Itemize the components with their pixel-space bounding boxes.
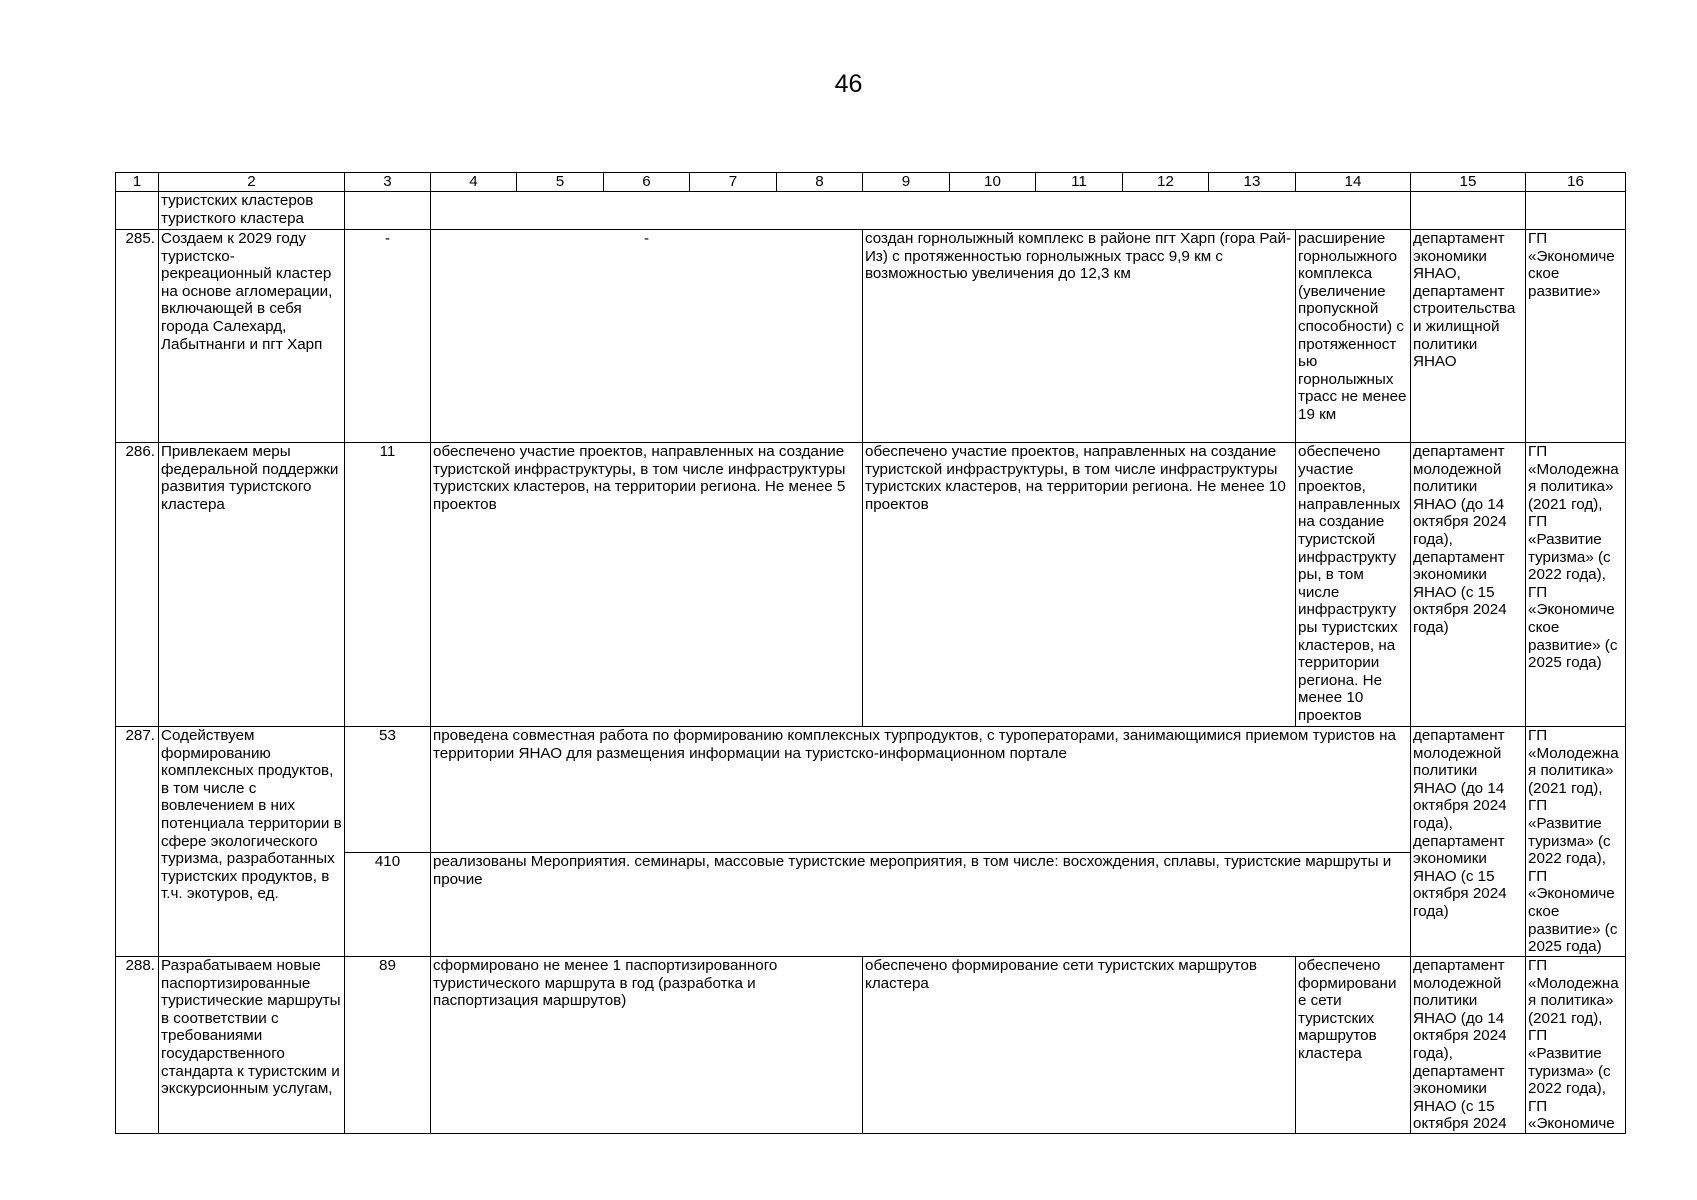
header-cell: 6 [604,173,690,192]
table-row-continuation [116,192,1626,230]
cell-col3: 410 [345,853,431,957]
cell-program: ГП «Экономиче ское развитие» [1526,230,1626,443]
cell-col14: обеспечено формировани е сети туристских маршрутов кластера [1296,957,1411,1134]
header-cell: 2 [159,173,345,192]
cell-col14: обеспечено участие проектов, направленных на создание туристской инфраструкту ры, в том числе инфраструкту ры туристских кластеров, на территории региона. Не менее 10 проектов [1296,443,1411,727]
cell-cols-9-13: создан горнолыжный комплекс в районе пгт Харп (гора Рай-Из) с протяженностью горнолыжных трасс 9,9 км с возможностью увеличения до 12,3 км [863,230,1296,443]
cell-program: ГП «Молодежна я политика» (2021 год), ГП «Развитие туризма» (с 2022 года), ГП «Экономиче ское развитие» (с 2025 года) [1526,443,1626,727]
cell-num: 286. [116,443,159,727]
cell-program: ГП «Молодежна я политика» (2021 год), ГП «Развитие туризма» (с 2022 года), ГП «Экономиче [1526,957,1626,1134]
cell-program: ГП «Молодежна я политика» (2021 год), ГП «Развитие туризма» (с 2022 года), ГП «Экономиче ское развитие» (с 2025 года) [1526,727,1626,957]
table-row-286 [116,443,1626,727]
header-cell: 13 [1209,173,1296,192]
cell-col3: 53 [345,727,431,853]
cell-results [431,192,1411,230]
header-cell: 8 [777,173,863,192]
header-cell: 9 [863,173,950,192]
header-row [116,173,1626,192]
cell-cols-4-8: обеспечено участие проектов, направленных на создание туристской инфраструктуры, в том числе инфраструктуры туристских кластеров, на территории региона. Не менее 5 проектов [431,443,863,727]
header-cell: 11 [1036,173,1123,192]
header-cell: 5 [517,173,604,192]
cell-col3: 11 [345,443,431,727]
cell-responsible: департамент экономики ЯНАО, департамент строительства и жилищной политики ЯНАО [1411,230,1526,443]
cell-col3: 89 [345,957,431,1134]
cell-responsible: департамент молодежной политики ЯНАО (до 14 октября 2024 года), департамент экономики ЯНАО (с 15 октября 2024 года) [1411,727,1526,957]
cell-task: Содействуем формированию комплексных продуктов, в том числе с вовлечением в них потенциала территории в сфере экологического туризма, разработанных туристских продуктов, в т.ч. экотуров, ед. [159,727,345,957]
cell-col3: - [345,230,431,443]
page-number: 46 [834,70,863,98]
cell-task: Создаем к 2029 году туристско-рекреационный кластер на основе агломерации, включающей в себя города Салехард, Лабытнанги и пгт Харп [159,230,345,443]
cell-task: Привлекаем меры федеральной поддержки развития туристского кластера [159,443,345,727]
header-cell: 3 [345,173,431,192]
cell-cols-4-8: - [431,230,863,443]
cell-responsible [1411,192,1526,230]
cell-cols-4-14: реализованы Мероприятия. семинары, массовые туристские мероприятия, в том числе: восхождения, сплавы, туристские маршруты и прочие [431,853,1411,957]
header-cell: 15 [1411,173,1526,192]
header-cell: 14 [1296,173,1411,192]
cell-col3 [345,192,431,230]
cell-program [1526,192,1626,230]
cell-cols-4-14: проведена совместная работа по формированию комплексных турпродуктов, с туроператорами, занимающимися приемом туристов на территории ЯНАО для размещения информации на туристско-информационном портале [431,727,1411,853]
cell-responsible: департамент молодежной политики ЯНАО (до 14 октября 2024 года), департамент экономики ЯНАО (с 15 октября 2024 [1411,957,1526,1134]
cell-cols-4-8: сформировано не менее 1 паспортизированного туристического маршрута в год (разработка и паспортизация маршрутов) [431,957,863,1134]
header-cell: 12 [1123,173,1209,192]
cell-task: туристских кластеров туристкого кластера [159,192,345,230]
table-row-287a [116,727,1626,853]
cell-num [116,192,159,230]
cell-num: 287. [116,727,159,957]
header-cell: 1 [116,173,159,192]
header-cell: 10 [950,173,1036,192]
header-cell: 16 [1526,173,1626,192]
header-cell: 4 [431,173,517,192]
table-row-285 [116,230,1626,443]
cell-col14: расширение горнолыжного комплекса (увеличение пропускной способности) с протяженност ью горнолыжных трасс не менее 19 км [1296,230,1411,443]
cell-cols-9-13: обеспечено формирование сети туристских маршрутов кластера [863,957,1296,1134]
cell-num: 285. [116,230,159,443]
plan-table [115,172,1626,1134]
cell-cols-9-13: обеспечено участие проектов, направленных на создание туристской инфраструктуры, в том числе инфраструктуры туристских кластеров, на территории региона. Не менее 10 проектов [863,443,1296,727]
table-row-288 [116,957,1626,1134]
cell-responsible: департамент молодежной политики ЯНАО (до 14 октября 2024 года), департамент экономики ЯНАО (с 15 октября 2024 года) [1411,443,1526,727]
cell-num: 288. [116,957,159,1134]
cell-task: Разрабатываем новые паспортизированные туристические маршруты в соответствии с требованиями государственного стандарта к туристским и экскурсионным услугам, [159,957,345,1134]
header-cell: 7 [690,173,777,192]
